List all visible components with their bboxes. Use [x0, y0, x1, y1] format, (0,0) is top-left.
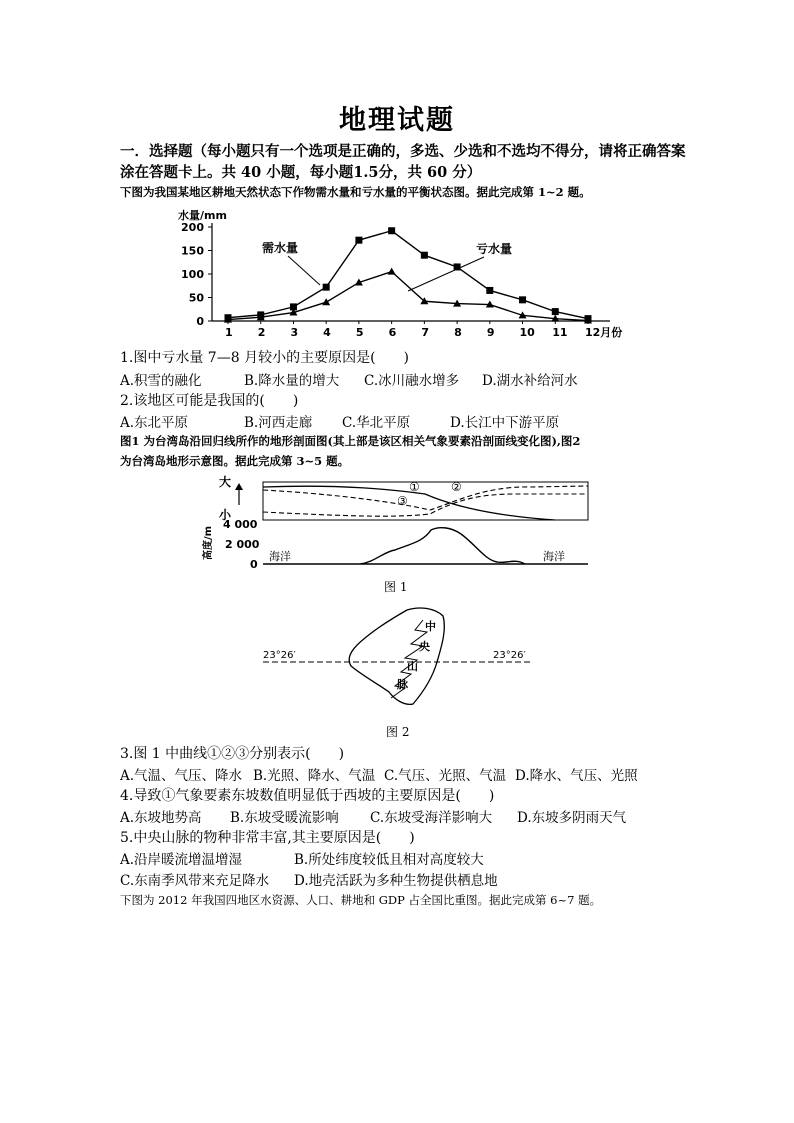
demand-point: [323, 284, 330, 291]
q4-option-c: C.东坡受海洋影响大: [370, 810, 493, 826]
q1-option-b: B.降水量的增大: [244, 373, 340, 389]
demand-label-pointer: [288, 256, 320, 285]
q5-option-d: D.地壳活跃为多种生物提供栖息地: [294, 873, 498, 889]
q1-option-a: A.积雪的融化: [120, 373, 202, 389]
q2-option-b: B.河西走廊: [244, 415, 313, 431]
question-2-stem: 2.该地区可能是我国的( ): [120, 393, 299, 409]
x-tick-label: 10: [519, 326, 535, 339]
tick-0: 0: [250, 558, 258, 571]
tick-4000: 4 000: [223, 518, 258, 531]
intro-q3-5-line2: 为台湾岛地形示意图。据此完成第 3~5 题。: [120, 454, 350, 468]
q2-option-d: D.长江中下游平原: [450, 415, 560, 431]
y-tick-label: 100: [181, 268, 204, 281]
mountain-char-2: 央: [419, 640, 430, 653]
curve-1-label: ①: [409, 480, 420, 494]
intro-q1-2: 下图为我国某地区耕地天然状态下作物需水量和亏水量的平衡状态图。据此完成第 1~2 题。: [120, 185, 591, 199]
chart-ylabel: 水量/mm: [178, 209, 227, 222]
water-balance-chart: [170, 205, 630, 340]
x-tick-label: 9: [486, 326, 495, 339]
demand-point: [486, 287, 493, 294]
q5-option-b: B.所处纬度较低且相对高度较大: [294, 852, 484, 868]
deficit-series-line: [228, 272, 588, 321]
curve-2-label: ②: [451, 480, 462, 494]
q1-option-c: C.冰川融水增多: [364, 373, 460, 389]
y-tick-label: 150: [181, 244, 204, 258]
lat-label-right: 23°26′: [493, 650, 526, 661]
figure-1-profile: [195, 472, 595, 572]
y-tick-label: 200: [181, 221, 204, 234]
x-tick-label: 6: [388, 326, 397, 339]
question-1-stem: 1.图中亏水量 7—8 月较小的主要原因是( ): [120, 350, 409, 366]
q3-option-d: D.降水、气压、光照: [515, 768, 638, 784]
page-title: 地理试题: [339, 105, 455, 136]
altitude-axis-title: 高度/m: [203, 525, 214, 560]
question-4-stem: 4.导致①气象要素东坡数值明显低于西坡的主要原因是( ): [120, 788, 495, 804]
sea-right-label: 海洋: [543, 550, 565, 563]
section-header-line2: 涂在答题卡上。共 40 小题，每小题1.5分，共 60 分）: [120, 164, 482, 181]
x-tick-label: 4: [323, 326, 331, 339]
intro-q3-5-line1: 图1 为台湾岛沿回归线所作的地形剖面图(其上部是该区相关气象要素沿剖面线变化图),图2: [120, 434, 581, 448]
q3-option-a: A.气温、气压、降水: [120, 768, 243, 784]
x-tick-label: 7: [421, 326, 430, 339]
curve-3: [263, 494, 588, 516]
x-tick-label: 8: [454, 326, 462, 339]
figure-1-caption: 图 1: [384, 580, 408, 594]
x-tick-label: 5: [355, 326, 364, 339]
question-3-stem: 3.图 1 中曲线①②③分别表示( ): [120, 746, 345, 762]
demand-point: [388, 227, 395, 234]
q1-option-d: D.湖水补给河水: [482, 373, 578, 389]
y-tick-label: 50: [188, 291, 204, 305]
curve-3-label: ③: [397, 494, 408, 508]
q3-option-c: C.气压、光照、气温: [384, 768, 507, 784]
x-tick-label: 2: [257, 326, 266, 339]
series-label-deficit: 亏水量: [476, 242, 513, 256]
y-tick-label: 0: [196, 315, 204, 328]
q4-option-b: B.东坡受暖流影响: [230, 810, 339, 826]
deficit-point: [388, 268, 396, 275]
demand-point: [355, 237, 362, 244]
mountain-char-4: 脉: [397, 678, 408, 691]
deficit-point: [322, 298, 330, 305]
mountain-char-3: 山: [407, 660, 418, 673]
q4-option-a: A.东坡地势高: [120, 810, 202, 826]
x-tick-label: 3: [290, 326, 299, 339]
q4-option-d: D.东坡多阴雨天气: [517, 810, 627, 826]
x-tick-label: 1: [225, 326, 233, 339]
x-tick-label: 11: [552, 326, 568, 339]
q5-option-c: C.东南季风带来充足降水: [120, 873, 270, 889]
arrow-head-icon: [235, 483, 243, 490]
figure-2-caption: 图 2: [386, 725, 410, 739]
question-5-stem: 5.中央山脉的物种非常丰富,其主要原因是( ): [120, 830, 415, 846]
q5-option-a: A.沿岸暖流增温增湿: [120, 852, 243, 868]
lat-label-left: 23°26′: [263, 650, 296, 661]
deficit-label-pointer: [408, 257, 484, 291]
x-tick-label: 12月份: [585, 326, 623, 339]
demand-point: [421, 252, 428, 259]
terrain-profile: [263, 528, 588, 564]
intro-q6-7: 下图为 2012 年我国四地区水资源、人口、耕地和 GDP 占全国比重图。据此完成第 6~7 题。: [120, 893, 602, 907]
label-small: 小: [219, 508, 232, 522]
series-label-demand: 需水量: [262, 241, 299, 255]
q2-option-a: A.东北平原: [120, 415, 189, 431]
tick-2000: 2 000: [225, 538, 260, 551]
sea-left-label: 海洋: [269, 550, 291, 563]
mountain-char-1: 中: [425, 620, 436, 633]
label-big: 大: [219, 475, 232, 489]
demand-point: [519, 296, 526, 303]
q3-option-b: B.光照、降水、气温: [253, 768, 376, 784]
section-header-line1: 一．选择题（每小题只有一个选项是正确的，多选、少选和不选均不得分，请将正确答案: [120, 143, 686, 160]
demand-point: [552, 308, 559, 315]
figure-2-map: [255, 600, 545, 710]
curve-2: [263, 486, 588, 510]
q2-option-c: C.华北平原: [342, 415, 411, 431]
